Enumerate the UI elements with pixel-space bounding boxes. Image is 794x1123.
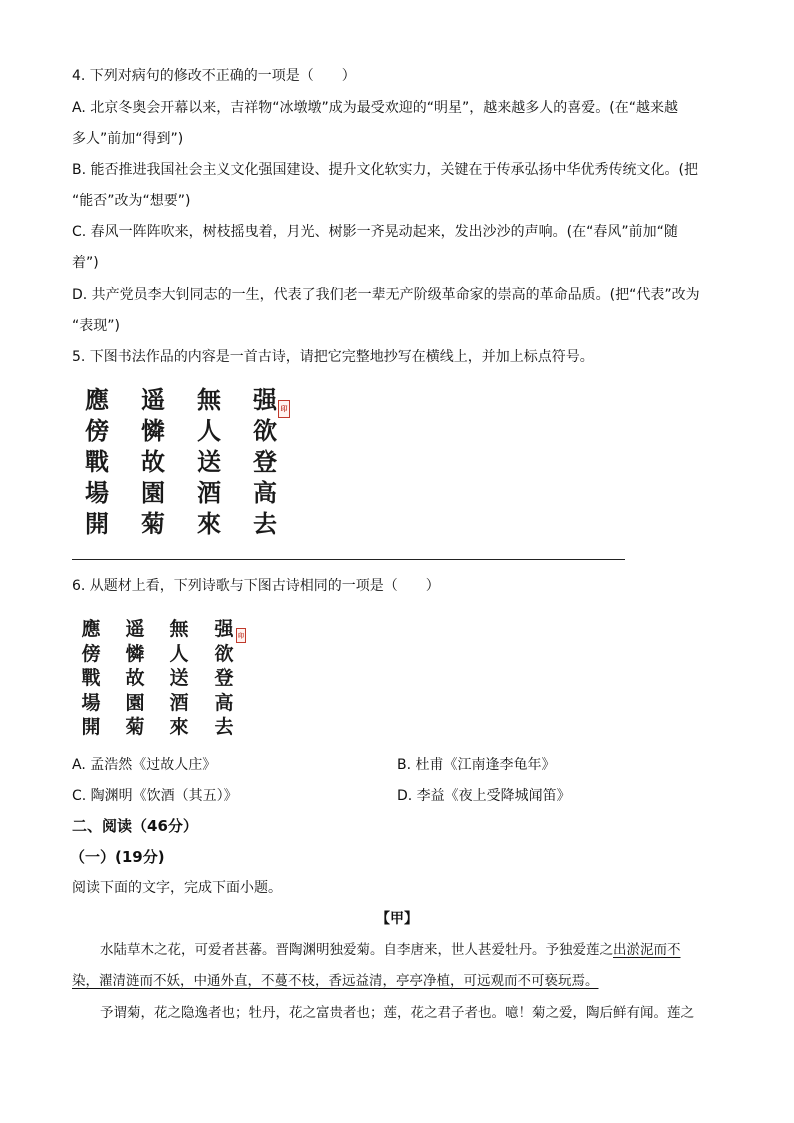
calli-char: 來: [197, 509, 221, 538]
calli-char: 憐: [141, 416, 165, 445]
calli-char: 場: [85, 478, 109, 507]
q4-option-b-line1: B. 能否推进我国社会主义文化强国建设、提升文化软实力，关键在于传承弘扬中华优秀传统文化。(把: [72, 162, 698, 178]
calli-char: 來: [169, 716, 189, 738]
calli-char: 應: [81, 618, 101, 640]
calli-char: 强: [253, 385, 277, 414]
calli-char: 登: [214, 667, 234, 689]
calli-char: 送: [197, 447, 221, 476]
q4-option-c-line1: C. 春风一阵阵吹来，树枝摇曳着，月光、树影一齐晃动起来，发出沙沙的声响。(在“春风”前加“随: [72, 224, 678, 240]
calli-char: 欲: [214, 642, 234, 665]
seal-stamp-icon: 印: [278, 400, 290, 418]
calli-char: 强: [214, 618, 234, 640]
calli-char: 菊: [125, 716, 145, 738]
calli-char: 傍: [81, 642, 101, 665]
calli-char: 戰: [81, 667, 101, 689]
q6-option-b: B. 杜甫《江南逢李龟年》: [397, 757, 556, 773]
seal-stamp-icon: 印: [236, 628, 246, 643]
calli-char: 開: [81, 716, 101, 738]
calli-char: 遥: [141, 385, 165, 414]
q4-option-a-line2: 多人”前加“得到”): [72, 131, 184, 147]
calligraphy-image-small: [78, 614, 248, 739]
passage-paragraph-1-line2: 染，濯清涟而不妖，中通外直，不蔓不枝，香远益清，亭亭净植，可远观而不可亵玩焉。: [72, 973, 599, 989]
calli-char: 傍: [85, 416, 109, 445]
q4-option-d-line2: “表现”): [72, 318, 120, 334]
calli-char: 場: [81, 691, 101, 714]
q6-option-a: A. 孟浩然《过故人庄》: [72, 757, 217, 773]
calli-char: 戰: [85, 447, 109, 476]
calligraphy-image-large: [80, 380, 290, 540]
calli-char: 高: [253, 478, 277, 507]
passage-paragraph-1-line1: [100, 940, 681, 960]
q4-option-a-line1: A. 北京冬奥会开幕以来，吉祥物“冰墩墩”成为最受欢迎的“明星”，越来越多人的喜爱。(在“越来越: [72, 100, 678, 116]
q4-option-b-line2: “能否”改为“想要”): [72, 193, 191, 209]
calli-char: 登: [253, 447, 277, 476]
calli-char: 園: [141, 478, 165, 507]
calli-char: 菊: [141, 509, 165, 538]
calli-char: 酒: [197, 478, 221, 507]
q6-stem: 6. 从题材上看，下列诗歌与下图古诗相同的一项是（ ）: [72, 578, 440, 594]
calli-char: 無: [169, 618, 189, 640]
reading-instruction: 阅读下面的文字，完成下面小题。: [72, 880, 282, 896]
q6-option-d: D. 李益《夜上受降城闻笛》: [397, 788, 571, 804]
q4-option-c-line2: 着”): [72, 255, 99, 271]
calli-char: 應: [85, 385, 109, 414]
subsection-title: （一）(19分): [70, 848, 165, 866]
section-title: 二、阅读（46分）: [72, 817, 198, 835]
q6-option-c: C. 陶渊明《饮酒（其五）》: [72, 788, 238, 804]
passage-paragraph-2: 予谓菊，花之隐逸者也；牡丹，花之富贵者也；莲，花之君子者也。噫！菊之爱，陶后鲜有闻。莲之: [100, 1005, 694, 1021]
underlined-text: 出淤泥而不: [613, 942, 681, 958]
q4-stem: 4. 下列对病句的修改不正确的一项是（ ）: [72, 68, 356, 84]
calli-char: 欲: [253, 416, 277, 445]
passage-text: 水陆草木之花，可爱者甚蕃。晋陶渊明独爱菊。自李唐来，世人甚爱牡丹。予独爱莲之: [100, 942, 613, 958]
calli-char: 人: [169, 642, 189, 665]
calli-char: 故: [141, 447, 165, 476]
calli-char: 高: [214, 691, 234, 714]
calli-char: 人: [197, 416, 221, 445]
calli-char: 去: [253, 509, 277, 538]
calli-char: 遥: [125, 618, 145, 640]
q4-option-d-line1: D. 共产党员李大钊同志的一生，代表了我们老一辈无产阶级革命家的崇高的革命品质。(把“代表”改为: [72, 287, 700, 303]
calli-char: 開: [85, 509, 109, 538]
calli-char: 去: [214, 716, 234, 738]
calli-char: 酒: [169, 691, 189, 714]
answer-underline: [72, 559, 625, 560]
calli-char: 園: [125, 691, 145, 714]
q5-stem: 5. 下图书法作品的内容是一首古诗，请把它完整地抄写在横线上，并加上标点符号。: [72, 349, 594, 365]
calli-char: 憐: [125, 642, 145, 665]
calli-char: 送: [169, 667, 189, 689]
calli-char: 故: [125, 667, 145, 689]
calli-char: 無: [197, 385, 221, 414]
passage-title: 【甲】: [376, 911, 418, 927]
